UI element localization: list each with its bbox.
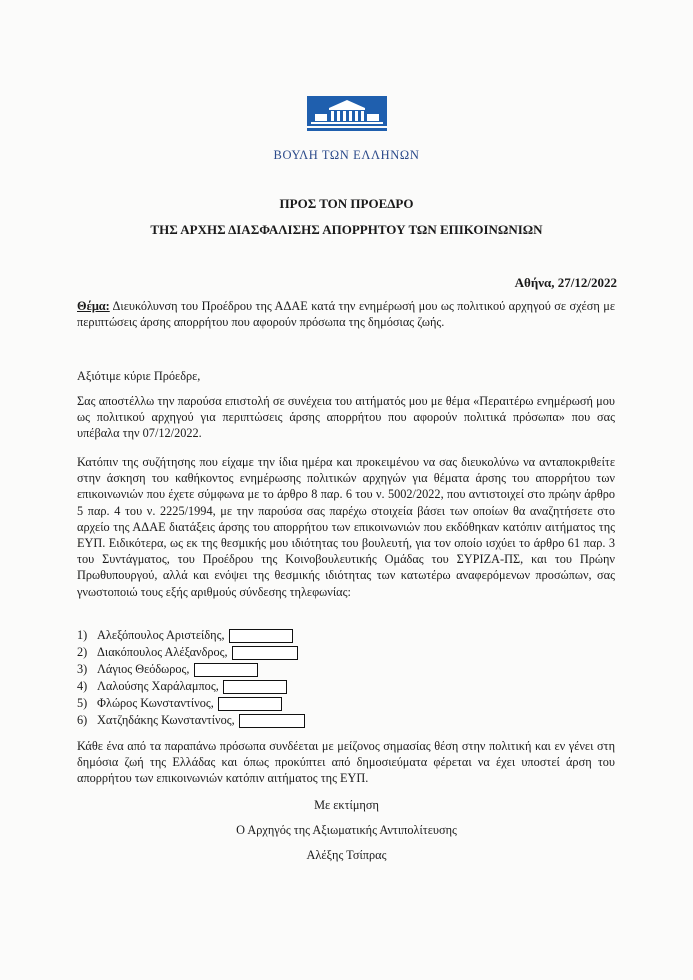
list-number: 4) <box>77 679 88 693</box>
paragraph-3: Κάθε ένα από τα παραπάνω πρόσωπα συνδέεται με μείζονος σημασίας θέση στην πολιτική και εν γένει στη δημόσια ζωή της Ελλάδας και όπως προκύπτει από δημοσιεύματα φέρεται να έχει υποστεί άρση του απορρήτου των επικοινωνιών κατόπιν αιτήματος της ΕΥΠ. <box>77 739 615 786</box>
list-item <box>77 627 477 644</box>
list-item <box>77 695 477 712</box>
subject-label: Θέμα: <box>77 299 110 313</box>
contact-name: Αλεξόπουλος Αριστείδης, <box>97 628 225 642</box>
paragraph-2: Κατόπιν της συζήτησης που είχαμε την ίδια ημέρα και προκειμένου να σας διευκολύνω να ανταποκριθείτε στην άσκηση του καθήκοντος ενημέρωσης πολιτικών αρχηγών για θέματα άρσης του απορρήτου των επικοινωνιών που έχετε σύμφωνα με το άρθρο 8 παρ. 6 του ν. 5002/2022, που αντιστοιχεί στο πρώην άρθρο 5 παρ. 4 του ν. 2225/1994, με την παρούσα σας παρέχω στοιχεία βάσει των οποίων θα αναζητήσετε στο αρχείο της ΑΔΑΕ διατάξεις άρσης του απορρήτου των επικοινωνιών που εκδόθηκαν κατόπιν αιτήματος της ΕΥΠ. Ειδικότερα, ως εκ της θεσμικής μου ιδιότητας του βουλευτή, για τον οποίο ισχύει το άρθρο 61 παρ. 3 του Συντάγματος, του Προέδρου της Κοινοβουλευτικής Ομάδας του ΣΥΡΙΖΑ-ΠΣ, και του Πρώην Πρωθυπουργού, αλλά και ενόψει της θεσμικής ιδιότητας των κατωτέρω αναφερόμενων προσώπων, σας γνωστοποιώ τους εξής αριθμούς σύνδεσης τηλεφωνίας: <box>77 455 615 599</box>
redaction-box <box>229 629 293 643</box>
subject-text: Διευκόλυνση του Προέδρου της ΑΔΑΕ κατά την ενημέρωσή μου ως πολιτικού αρχηγού σε σχέση με περιπτώσεις άρσης απορρήτου που αφορούν πρόσωπα της δημόσιας ζωής. <box>77 299 615 330</box>
redaction-box <box>194 663 258 677</box>
signature-name: Αλέξης Τσίπρας <box>306 848 387 862</box>
list-number: 3) <box>77 662 88 676</box>
title-line-1: ΠΡΟΣ ΤΟΝ ΠΡΟΕΔΡΟ <box>279 196 414 211</box>
list-number: 5) <box>77 696 88 710</box>
list-number: 2) <box>77 645 88 659</box>
list-item <box>77 712 477 729</box>
list-number: 1) <box>77 628 88 642</box>
salutation: Αξιότιμε κύριε Πρόεδρε, <box>77 369 201 383</box>
redaction-box <box>223 680 287 694</box>
paragraph-1: Σας αποστέλλω την παρούσα επιστολή σε συνέχεια του αιτήματός μου με θέμα «Περαιτέρω ενημέρωσή μου ως πολιτικού αρχηγού για περιπτώσεις άρσης απορρήτου που αφορούν πολιτικά πρόσωπα» που σας υπέβαλα την 07/12/2022. <box>77 394 615 441</box>
closing: Με εκτίμηση <box>314 798 379 812</box>
contact-name: Λαλούσης Χαράλαμπος, <box>97 679 219 693</box>
redaction-box <box>218 697 282 711</box>
list-item <box>77 661 477 678</box>
letterhead: ΒΟΥΛΗ ΤΩΝ ΕΛΛΗΝΩΝ <box>273 148 420 162</box>
contact-name: Λάγιος Θεόδωρος, <box>97 662 190 676</box>
list-number: 6) <box>77 713 88 727</box>
list-item <box>77 678 477 695</box>
signature-title: Ο Αρχηγός της Αξιωματικής Αντιπολίτευσης <box>236 823 457 837</box>
contact-name: Φλώρος Κωνσταντίνος, <box>97 696 214 710</box>
letter-date: Αθήνα, 27/12/2022 <box>514 275 617 290</box>
list-item <box>77 644 477 661</box>
redaction-box <box>239 714 305 728</box>
parliament-building-icon <box>307 96 387 134</box>
contact-name: Διακόπουλος Αλέξανδρος, <box>97 645 228 659</box>
subject <box>77 298 615 330</box>
title-line-2: ΤΗΣ ΑΡΧΗΣ ΔΙΑΣΦΑΛΙΣΗΣ ΑΠΟΡΡΗΤΟΥ ΤΩΝ ΕΠΙΚΟΙΝΩΝΙΩΝ <box>150 222 543 237</box>
contact-name: Χατζηδάκης Κωνσταντίνος, <box>97 713 235 727</box>
redaction-box <box>232 646 298 660</box>
contact-list <box>77 627 477 729</box>
